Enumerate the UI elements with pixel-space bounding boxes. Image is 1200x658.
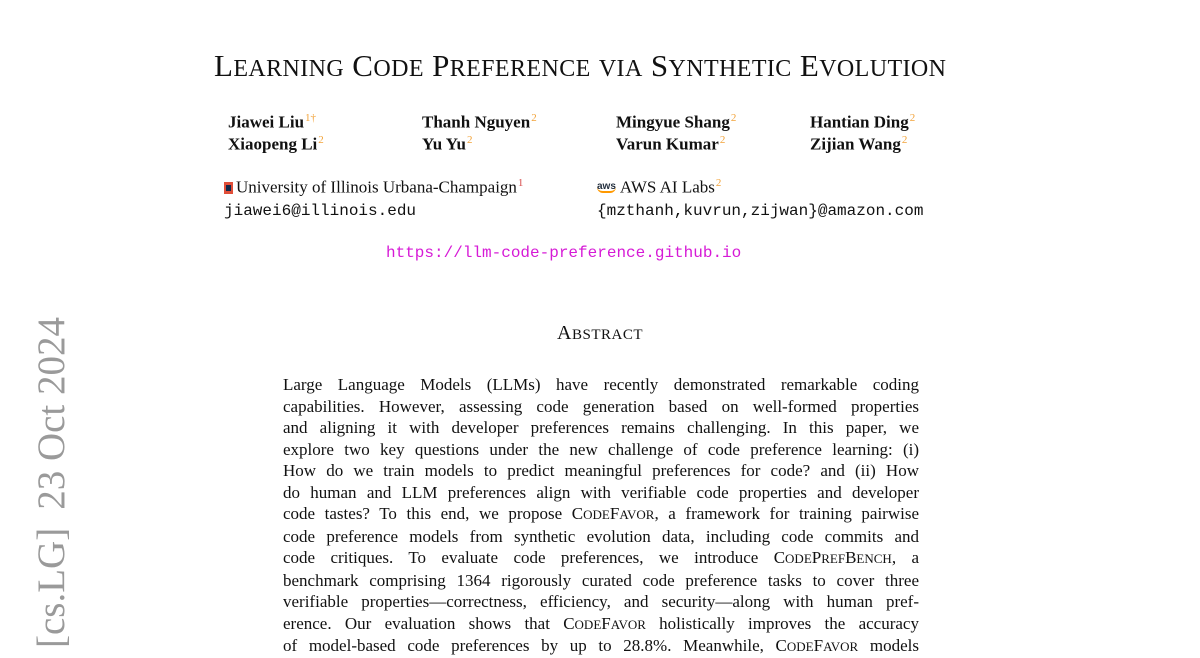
uiuc-logo-icon bbox=[224, 182, 233, 194]
abstract-body bbox=[283, 374, 919, 658]
abstract-line: code preference models from synthetic evolution data, including code commits and bbox=[283, 526, 919, 546]
author: Varun Kumar$^2$ bbox=[616, 134, 726, 154]
abstract-line: code tastes? To this end, we propose CODEFAVOR, a framework for training pairwise bbox=[283, 504, 919, 523]
paper-title: LEARNING CODE PREFERENCE VIA SYNTHETIC EVOLUTION bbox=[214, 48, 947, 83]
abstract-line: erence. Our evaluation shows that CODEFAVOR holistically improves the accuracy bbox=[283, 613, 919, 633]
abstract-line: explore two key questions under the new challenge of code preference learning: (i) bbox=[283, 439, 919, 459]
author: Yu Yu$^2$ bbox=[422, 134, 473, 154]
abstract-line: verifiable properties—correctness, efficiency, and security—along with human pref- bbox=[283, 592, 919, 611]
author: Hantian Ding$^2$ bbox=[810, 112, 916, 132]
abstract-line: benchmark comprising 1364 rigorously curated code preference tasks to cover three bbox=[283, 570, 919, 590]
arxiv-category: [cs.LG] bbox=[30, 527, 73, 648]
project-url-link[interactable]: https://llm-code-preference.github.io bbox=[386, 244, 742, 262]
aws-email[interactable]: {mzthanh,kuvrun,zijwan}@amazon.com bbox=[597, 202, 924, 220]
abstract-heading: ABSTRACT bbox=[557, 322, 643, 344]
author: Jiawei Liu$^{1\dagger}$ bbox=[228, 112, 317, 132]
abstract-line: and aligning it with developer preferences remains challenging. In this paper, we bbox=[283, 418, 919, 437]
uiuc-email[interactable]: jiawei6@illinois.edu bbox=[224, 202, 417, 220]
author: Xiaopeng Li$^2$ bbox=[228, 134, 324, 154]
abstract-line: of model-based code preferences by up to 28.8%. Meanwhile, CODEFAVOR models bbox=[283, 636, 920, 655]
author: Thanh Nguyen$^2$ bbox=[422, 112, 537, 132]
author: Zijian Wang$^2$ bbox=[810, 134, 908, 154]
arxiv-date: 23 Oct 2024 bbox=[30, 316, 73, 510]
abstract-line: capabilities. However, assessing code generation based on well-formed properties bbox=[283, 396, 919, 416]
arxiv-side-stamp bbox=[28, 308, 76, 648]
affiliation-aws: aws AWS AI Labs$^2$ bbox=[597, 177, 722, 197]
abstract-line: code critiques. To evaluate code preferences, we introduce CODEPREFBENCH, a bbox=[283, 548, 919, 567]
abstract-line: How do we train models to predict meaningful preferences for code? and (ii) How bbox=[283, 461, 919, 480]
affiliation-uiuc: University of Illinois Urbana-Champaign$^1$ bbox=[224, 177, 523, 198]
abstract-line: do human and LLM preferences align with verifiable code properties and developer bbox=[283, 482, 919, 502]
author: Mingyue Shang$^2$ bbox=[616, 112, 737, 132]
aws-logo-icon: aws bbox=[597, 180, 616, 192]
abstract-line: Large Language Models (LLMs) have recently demonstrated remarkable coding bbox=[283, 375, 919, 394]
